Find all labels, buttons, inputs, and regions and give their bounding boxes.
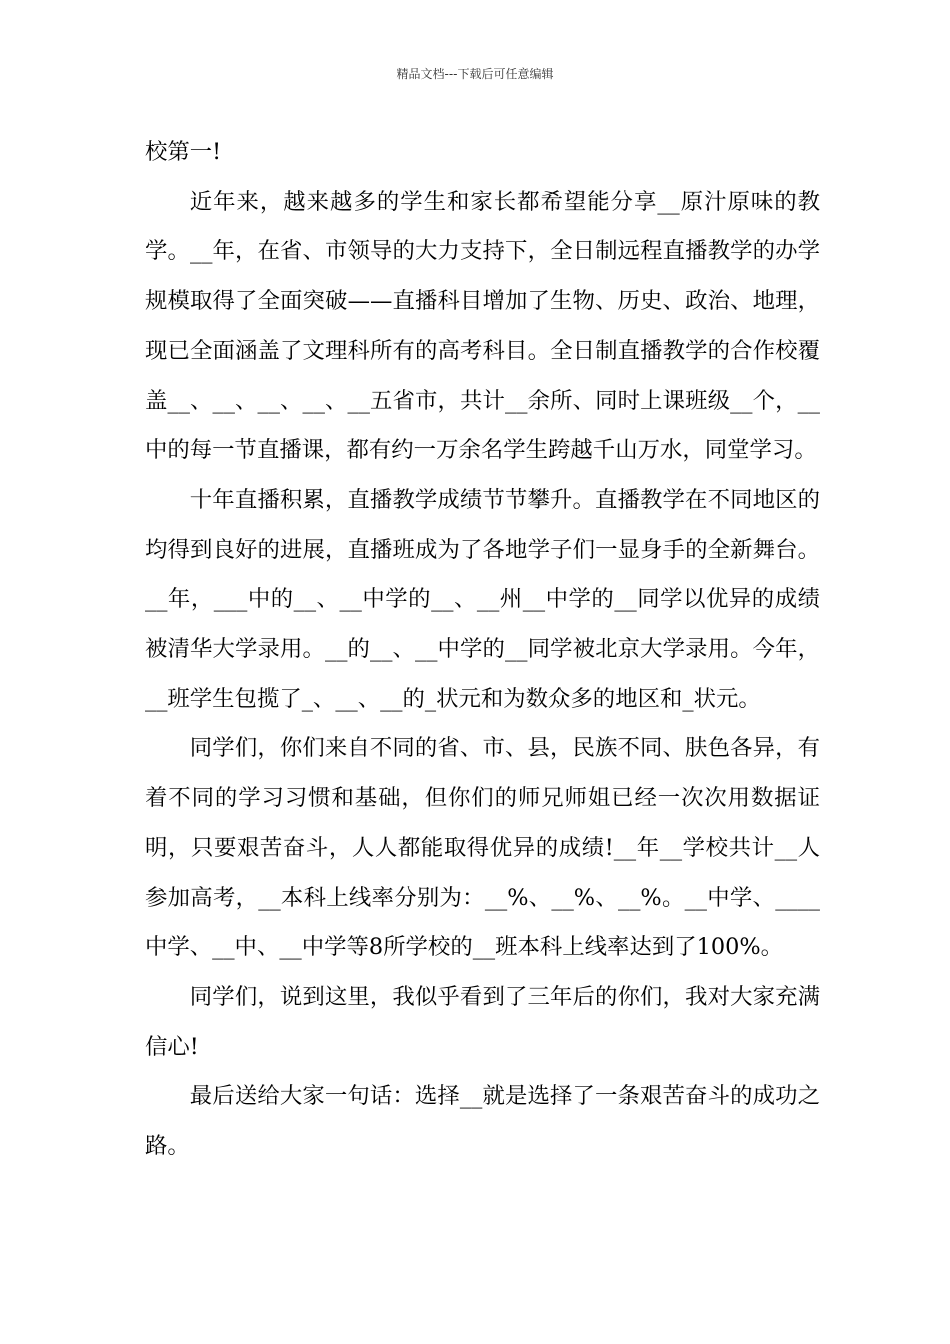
paragraph: 十年直播积累，直播教学成绩节节攀升。直播教学在不同地区的均得到良好的进展，直播班成为了各地学子们一显身手的全新舞台。__年，___中的__、__中学的__、__州__中学的__同学以优异的成绩被清华大学录用。__的__、__中学的__同学被北京大学录用。今年，__班学生包揽了_、__、__的_状元和为数众多的地区和_状元。 [145, 486, 820, 712]
paragraph: 同学们，说到这里，我似乎看到了三年后的你们，我对大家充满信心! [145, 983, 820, 1060]
paragraph: 最后送给大家一句话：选择__就是选择了一条艰苦奋斗的成功之路。 [145, 1083, 820, 1160]
paragraph: 近年来，越来越多的学生和家长都希望能分享__原汁原味的教学。__年，在省、市领导的大力支持下，全日制远程直播教学的办学规模取得了全面突破——直播科目增加了生物、历史、政治、地理，现已全面涵盖了文理科所有的高考科目。全日制直播教学的合作校覆盖__、__、__、__、__五省市，共计__余所、同时上课班级__个，__中的每一节直播课，都有约一万余名学生跨越千山万水，同堂学习。 [145, 188, 820, 464]
document-body [145, 128, 820, 1172]
paragraph: 校第一! [145, 139, 222, 165]
page-header: 精品文档---下载后可任意编辑 [396, 67, 554, 81]
paragraph: 同学们，你们来自不同的省、市、县，民族不同、肤色各异，有着不同的学习习惯和基础，但你们的师兄师姐已经一次次用数据证明，只要艰苦奋斗，人人都能取得优异的成绩!__年__学校共计__人参加高考，__本科上线率分别为：__%、__%、__%。__中学、____中学、__中、__中学等8所学校的__班本科上线率达到了100%。 [145, 735, 820, 961]
